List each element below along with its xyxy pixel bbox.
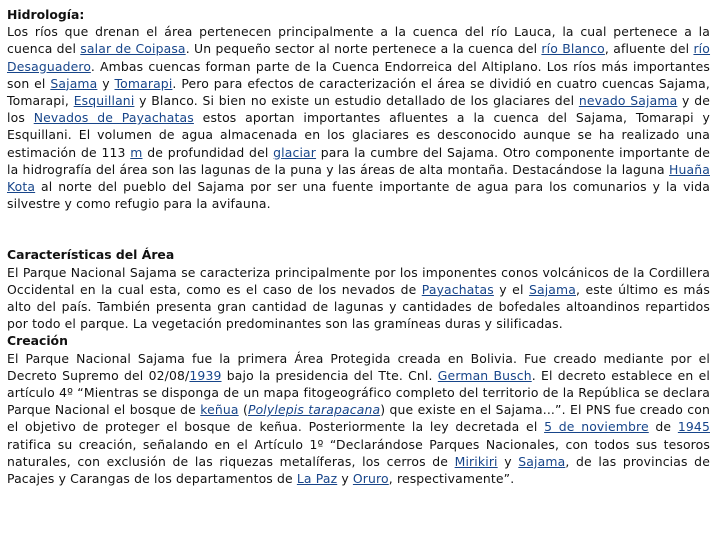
link-1945[interactable]: 1945 bbox=[677, 419, 710, 435]
section-creacion bbox=[7, 332, 710, 487]
link-sajama[interactable]: Sajama bbox=[518, 453, 566, 469]
link-rio-blanco[interactable]: río Blanco bbox=[541, 41, 605, 57]
link-5-de-noviembre[interactable]: 5 de noviembre bbox=[544, 419, 649, 435]
text: bajo la presidencia del Tte. Cnl. bbox=[221, 367, 438, 383]
text: de profundidad del bbox=[142, 144, 274, 160]
text: y el bbox=[493, 281, 529, 297]
text: y bbox=[97, 75, 115, 91]
text: y bbox=[497, 453, 519, 469]
paragraph-hidrologia bbox=[7, 23, 710, 212]
text: . Pero para efectos de caracterización el área se dividió en cuatro cuencas Sajama, Tomarapi, bbox=[7, 75, 710, 109]
heading-caracteristicas: Características del Área bbox=[7, 247, 175, 263]
text: ) que existe en el Sajama...”. El PNS fue creado con el objetivo de proteger el bosque de keñua. Posteriormente la ley decretada el bbox=[7, 402, 711, 435]
spacer bbox=[7, 212, 710, 229]
link-german-busch[interactable]: German Busch bbox=[437, 367, 532, 383]
link-la-paz[interactable]: La Paz bbox=[296, 471, 338, 487]
text: , afluente del bbox=[604, 41, 694, 57]
link-oruro[interactable]: Oruro bbox=[352, 471, 389, 487]
link-nevado-sajama[interactable]: nevado Sajama bbox=[578, 93, 678, 109]
document bbox=[7, 6, 710, 487]
text: Los ríos que drenan el área pertenecen principalmente a la cuenca del río Lauca, la cual pertenece a la cuenca del bbox=[7, 24, 710, 57]
text: ( bbox=[238, 402, 248, 418]
text: y Blanco. Si bien no existe un estudio detallado de los glaciares del bbox=[134, 93, 579, 109]
link-tomarapi[interactable]: Tomarapi bbox=[114, 75, 173, 91]
link-rio-desaguadero[interactable]: río Desaguadero bbox=[7, 41, 711, 74]
text: ratifica su creación, señalando en el Artículo 1º “Declarándose Parques Nacionales, con todos sus tesoros naturales, con exclusión de las riquezas metalíferas, los cerros de bbox=[7, 436, 710, 469]
text: . Ambas cuencas forman parte de la Cuenca Endorreica del Altiplano. Los ríos más importantes son el bbox=[7, 58, 710, 91]
text: y de los bbox=[7, 93, 710, 126]
text: . Un pequeño sector al norte pertenece a la cuenca del bbox=[185, 41, 542, 57]
text: de bbox=[648, 419, 678, 435]
heading-creacion: Creación bbox=[7, 333, 68, 349]
link-glaciar[interactable]: glaciar bbox=[273, 144, 317, 160]
link-m[interactable]: m bbox=[130, 144, 143, 160]
link-esquillani[interactable]: Esquillani bbox=[73, 93, 135, 109]
link-mirikiri[interactable]: Mirikiri bbox=[454, 453, 498, 469]
link-1939[interactable]: 1939 bbox=[189, 367, 222, 383]
text: El Parque Nacional Sajama se caracteriza principalmente por los imponentes conos volcánicos de la Cordillera Occidental en la cual esta, como es el caso de los nevados de bbox=[7, 264, 710, 297]
link-sajama[interactable]: Sajama bbox=[528, 281, 577, 297]
text: al norte del pueblo del Sajama por ser una fuente importante de agua para los comunarios y la vida silvestre y como refugio para la avifauna. bbox=[7, 179, 710, 212]
text: para la cumbre del Sajama. Otro componente importante de la hidrografía del área son las lagunas de la puna y las áreas de alta montaña. Destacándose la laguna bbox=[7, 144, 711, 177]
text: , de las provincias de Pacajes y Carangas de los departamentos de bbox=[7, 453, 710, 487]
link-huana-kota[interactable]: Huaña Kota bbox=[7, 161, 710, 195]
link-sajama[interactable]: Sajama bbox=[50, 75, 98, 91]
spacer bbox=[7, 229, 710, 246]
link-nevados-de-payachatas[interactable]: Nevados de Payachatas bbox=[33, 110, 194, 126]
paragraph-creacion bbox=[7, 350, 710, 488]
text: , respectivamente”. bbox=[388, 471, 515, 487]
link-kenua[interactable]: keñua bbox=[200, 402, 239, 418]
text: , este último es más alto del país. También presenta gran cantidad de lagunas y cantidades de bofedales altoandinos repartidos por todo el parque. La vegetación predominantes son las gramíneas duras y silificadas. bbox=[7, 281, 710, 332]
heading-hidrologia: Hidrología: bbox=[7, 7, 85, 22]
paragraph-caracteristicas bbox=[7, 264, 710, 333]
link-salar-de-coipasa[interactable]: salar de Coipasa bbox=[80, 41, 186, 57]
section-hidrologia bbox=[7, 6, 710, 212]
text: El Parque Nacional Sajama fue la primera Área Protegida creada en Bolivia. Fue creado mediante por el Decreto Supremo del 02/08/ bbox=[7, 350, 710, 383]
section-caracteristicas bbox=[7, 246, 710, 332]
link-payachatas[interactable]: Payachatas bbox=[421, 281, 494, 297]
text: . El decreto establece en el artículo 4º “Mientras se disponga de un mapa fitogeográfico completo del territorio de la República se declara Parque Nacional el bosque de bbox=[7, 367, 710, 418]
text: estos aportan importantes afluentes a la cuenca del Sajama, Tomarapi y Esquillani. El volumen de agua almacenada en los glaciares es desconocido aunque se ha realizado una estimación de 113 bbox=[7, 110, 710, 160]
link-polylepis-tarapacana[interactable]: Polylepis tarapacana bbox=[247, 402, 381, 418]
text: y bbox=[337, 471, 353, 487]
